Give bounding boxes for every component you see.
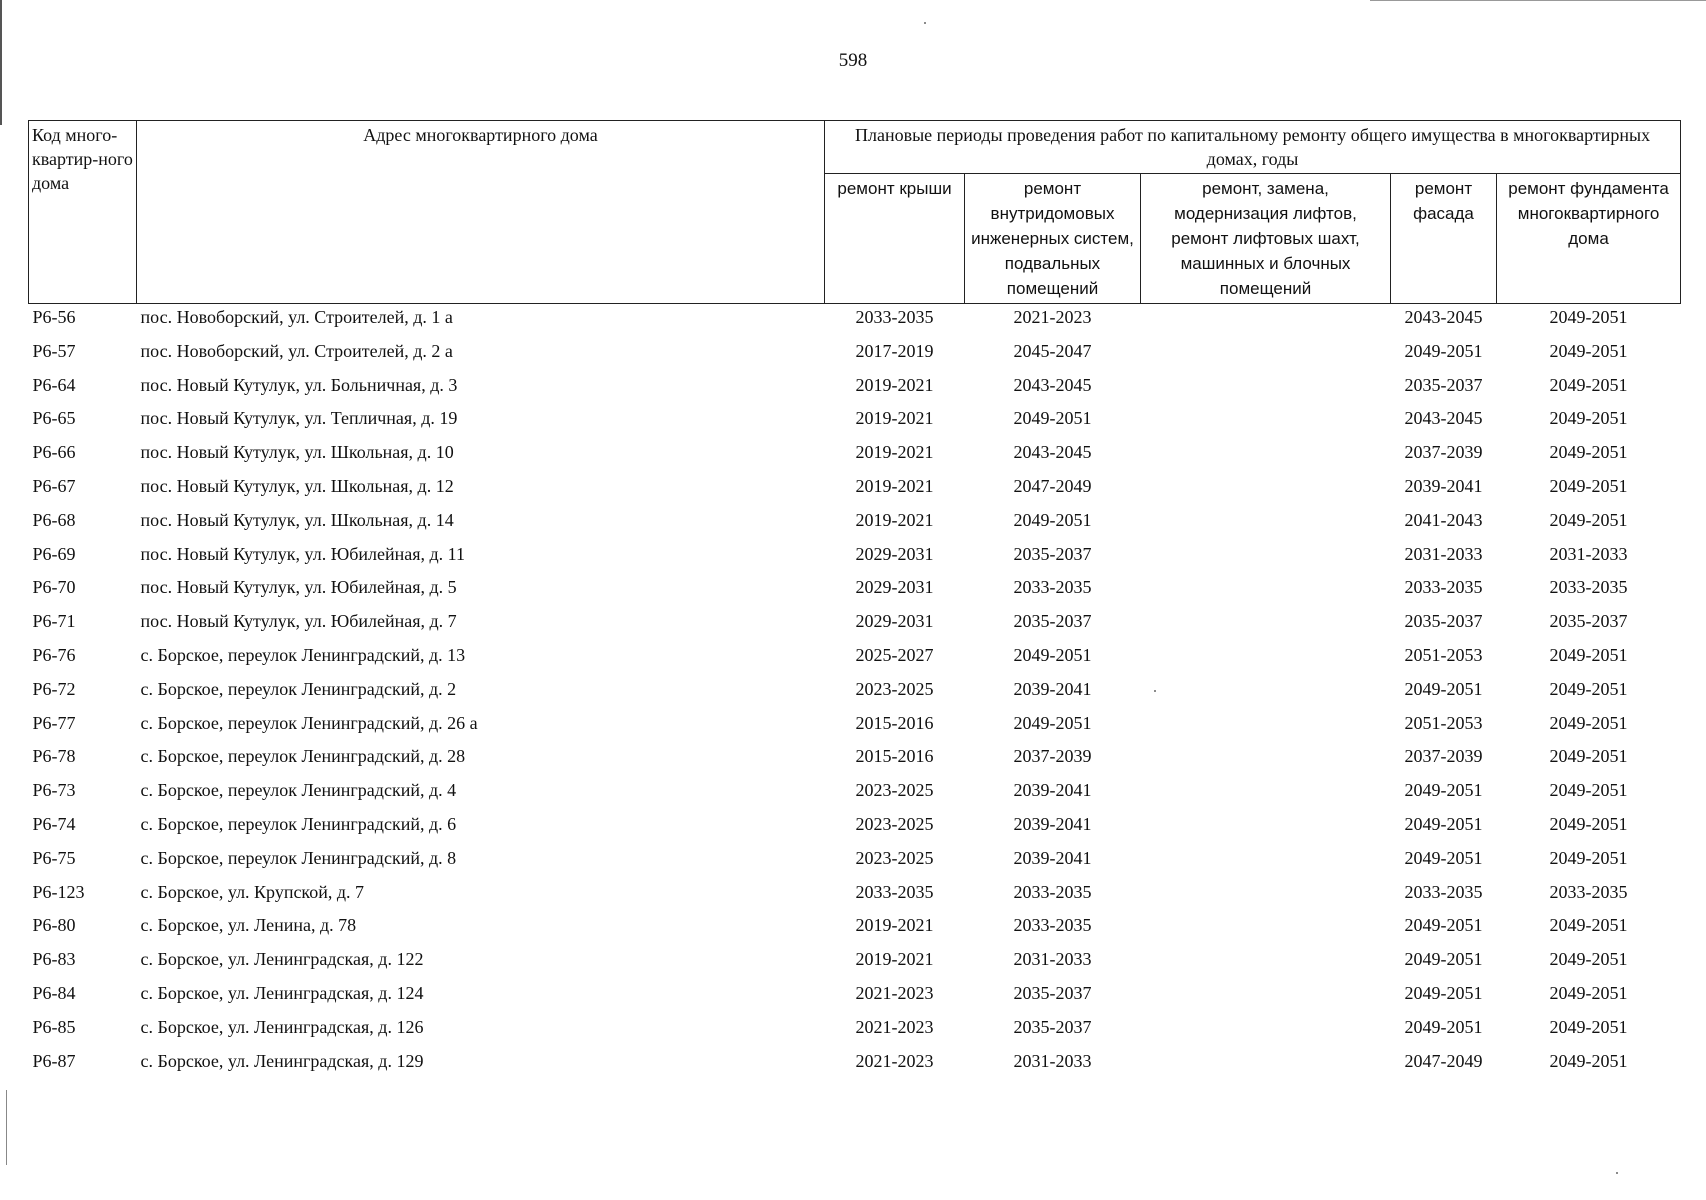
table-row [29,710,1681,744]
header-code: Код много-квартир-ного дома [29,121,137,304]
cell-systems: 2021-2023 [1013,307,1092,327]
cell-foundation: 2049-2051 [1549,982,1628,1003]
cell-roof: 2017-2019 [855,340,934,361]
table-row [29,473,1681,507]
cell-code: Р6-66 [32,442,76,463]
header-roof: ремонт крыши [825,174,965,304]
cell-foundation: 2033-2035 [1549,577,1628,598]
cell-systems: 2049-2051 [1013,644,1092,665]
cell-systems: 2035-2037 [1013,611,1092,632]
cell-address: с. Борское, ул. Ленинградская, д. 122 [140,949,424,970]
table-row [29,642,1681,676]
cell-code: Р6-77 [32,712,76,733]
cell-address: с. Борское, ул. Ленинградская, д. 129 [140,1050,424,1071]
header-facade: ремонт фасада [1391,174,1497,304]
cell-elevators [1141,439,1391,473]
cell-systems: 2049-2051 [1013,712,1092,733]
table-row [29,946,1681,980]
cell-elevators [1141,1014,1391,1048]
cell-facade: 2049-2051 [1404,949,1483,970]
cell-code: Р6-85 [32,1016,76,1037]
cell-systems: 2049-2051 [1013,408,1092,429]
cell-facade: 2049-2051 [1404,1016,1483,1037]
cell-elevators [1141,710,1391,744]
cell-roof: 2015-2016 [855,712,934,733]
cell-code: Р6-76 [32,644,76,665]
cell-elevators [1141,912,1391,946]
cell-roof: 2021-2023 [855,1016,934,1037]
cell-roof: 2025-2027 [855,644,934,665]
cell-code: Р6-69 [32,543,76,564]
cell-roof: 2021-2023 [855,982,934,1003]
table-row [29,439,1681,473]
cell-code: Р6-75 [32,847,76,868]
cell-facade: 2051-2053 [1404,644,1483,665]
cell-elevators [1141,743,1391,777]
cell-address: пос. Новый Кутулук, ул. Юбилейная, д. 11 [140,543,465,564]
cell-roof: 2019-2021 [855,509,934,530]
cell-foundation: 2031-2033 [1549,543,1628,564]
cell-systems: 2033-2035 [1013,881,1092,902]
cell-facade: 2049-2051 [1404,678,1483,699]
cell-roof: 2015-2016 [855,746,934,767]
cell-facade: 2033-2035 [1404,577,1483,598]
cell-foundation: 2049-2051 [1549,442,1628,463]
table-row [29,304,1681,338]
cell-foundation: 2049-2051 [1549,644,1628,665]
cell-elevators [1141,946,1391,980]
cell-facade: 2039-2041 [1404,475,1483,496]
cell-address: пос. Новоборский, ул. Строителей, д. 1 а [140,307,453,327]
cell-address: пос. Новый Кутулук, ул. Школьная, д. 14 [140,509,454,530]
table-row [29,777,1681,811]
cell-roof: 2019-2021 [855,374,934,395]
table-row [29,405,1681,439]
cell-facade: 2035-2037 [1404,374,1483,395]
table-row [29,743,1681,777]
cell-systems: 2031-2033 [1013,1050,1092,1071]
cell-facade: 2031-2033 [1404,543,1483,564]
cell-address: пос. Новый Кутулук, ул. Школьная, д. 10 [140,442,454,463]
cell-systems: 2033-2035 [1013,915,1092,936]
cell-code: Р6-65 [32,408,76,429]
cell-code: Р6-83 [32,949,76,970]
scan-edge-top [1370,0,1706,1]
table-row [29,574,1681,608]
table-row [29,676,1681,710]
cell-systems: 2031-2033 [1013,949,1092,970]
table-row [29,879,1681,913]
cell-systems: 2035-2037 [1013,543,1092,564]
cell-elevators [1141,473,1391,507]
cell-elevators [1141,879,1391,913]
cell-roof: 2033-2035 [855,307,934,327]
cell-systems: 2033-2035 [1013,577,1092,598]
cell-elevators [1141,405,1391,439]
cell-roof: 2023-2025 [855,813,934,834]
header-address: Адрес многоквартирного дома [137,121,825,304]
cell-elevators [1141,811,1391,845]
cell-roof: 2029-2031 [855,577,934,598]
scan-speck [924,22,926,24]
table-row [29,608,1681,642]
table-body [29,304,1681,1082]
cell-code: Р6-123 [32,881,85,902]
cell-facade: 2043-2045 [1404,307,1483,327]
cell-systems: 2035-2037 [1013,982,1092,1003]
cell-address: пос. Новый Кутулук, ул. Школьная, д. 12 [140,475,454,496]
cell-facade: 2035-2037 [1404,611,1483,632]
cell-elevators [1141,845,1391,879]
cell-facade: 2037-2039 [1404,442,1483,463]
cell-systems: 2039-2041 [1013,678,1092,699]
cell-roof: 2019-2021 [855,949,934,970]
cell-roof: 2021-2023 [855,1050,934,1071]
page-number: 598 [838,50,868,71]
cell-code: Р6-87 [32,1050,76,1071]
cell-code: Р6-74 [32,813,76,834]
cell-address: с. Борское, ул. Ленинградская, д. 124 [140,982,424,1003]
cell-address: пос. Новоборский, ул. Строителей, д. 2 а [140,340,453,361]
cell-systems: 2043-2045 [1013,374,1092,395]
cell-foundation: 2049-2051 [1549,949,1628,970]
cell-elevators [1141,304,1391,338]
cell-roof: 2019-2021 [855,408,934,429]
cell-facade: 2037-2039 [1404,746,1483,767]
cell-foundation: 2049-2051 [1549,475,1628,496]
cell-systems: 2047-2049 [1013,475,1092,496]
cell-address: с. Борское, переулок Ленинградский, д. 26 а [140,712,478,733]
cell-systems: 2045-2047 [1013,340,1092,361]
cell-foundation: 2049-2051 [1549,340,1628,361]
cell-facade: 2049-2051 [1404,847,1483,868]
cell-code: Р6-73 [32,780,76,801]
cell-foundation: 2049-2051 [1549,780,1628,801]
cell-systems: 2035-2037 [1013,1016,1092,1037]
cell-address: с. Борское, переулок Ленинградский, д. 6 [140,813,457,834]
cell-facade: 2049-2051 [1404,813,1483,834]
cell-foundation: 2049-2051 [1549,678,1628,699]
cell-roof: 2019-2021 [855,915,934,936]
cell-address: с. Борское, переулок Ленинградский, д. 13 [140,644,466,665]
cell-systems: 2039-2041 [1013,780,1092,801]
table-row [29,1014,1681,1048]
cell-elevators [1141,1048,1391,1082]
cell-roof: 2019-2021 [855,475,934,496]
cell-elevators [1141,676,1391,710]
table-row [29,338,1681,372]
cell-foundation: 2049-2051 [1549,712,1628,733]
cell-address: с. Борское, переулок Ленинградский, д. 2 [140,678,457,699]
cell-foundation: 2049-2051 [1549,307,1628,327]
cell-foundation: 2033-2035 [1549,881,1628,902]
cell-code: Р6-78 [32,746,76,767]
cell-foundation: 2049-2051 [1549,847,1628,868]
cell-elevators [1141,642,1391,676]
cell-facade: 2049-2051 [1404,982,1483,1003]
cell-foundation: 2049-2051 [1549,509,1628,530]
cell-facade: 2049-2051 [1404,340,1483,361]
table-row [29,507,1681,541]
cell-roof: 2023-2025 [855,678,934,699]
capital-repair-schedule-table [28,120,1681,1081]
cell-foundation: 2049-2051 [1549,374,1628,395]
cell-elevators [1141,507,1391,541]
scan-speck [1616,1172,1618,1174]
cell-code: Р6-84 [32,982,76,1003]
cell-roof: 2029-2031 [855,611,934,632]
cell-code: Р6-68 [32,509,76,530]
cell-facade: 2049-2051 [1404,780,1483,801]
cell-facade: 2047-2049 [1404,1050,1483,1071]
scan-edge-left-lower [6,1090,7,1165]
cell-code: Р6-57 [32,340,76,361]
cell-facade: 2033-2035 [1404,881,1483,902]
cell-foundation: 2049-2051 [1549,1016,1628,1037]
table-row [29,845,1681,879]
header-planned-periods: Плановые периоды проведения работ по капитальному ремонту общего имущества в многоквартирных домах, годы [825,121,1681,174]
cell-systems: 2039-2041 [1013,847,1092,868]
cell-address: пос. Новый Кутулук, ул. Тепличная, д. 19 [140,408,458,429]
cell-elevators [1141,980,1391,1014]
cell-facade: 2049-2051 [1404,915,1483,936]
cell-code: Р6-56 [32,307,76,327]
cell-facade: 2041-2043 [1404,509,1483,530]
cell-address: с. Борское, переулок Ленинградский, д. 8 [140,847,457,868]
cell-elevators [1141,574,1391,608]
cell-address: пос. Новый Кутулук, ул. Юбилейная, д. 7 [140,611,457,632]
cell-foundation: 2049-2051 [1549,746,1628,767]
cell-elevators [1141,608,1391,642]
cell-address: пос. Новый Кутулук, ул. Больничная, д. 3 [140,374,458,395]
cell-foundation: 2049-2051 [1549,1050,1628,1071]
cell-foundation: 2035-2037 [1549,611,1628,632]
header-foundation: ремонт фундамента многоквартирного дома [1497,174,1681,304]
cell-roof: 2029-2031 [855,543,934,564]
cell-elevators [1141,338,1391,372]
cell-address: пос. Новый Кутулук, ул. Юбилейная, д. 5 [140,577,457,598]
cell-foundation: 2049-2051 [1549,915,1628,936]
table-row [29,1048,1681,1082]
cell-code: Р6-70 [32,577,76,598]
table-row [29,811,1681,845]
cell-address: с. Борское, ул. Ленинградская, д. 126 [140,1016,424,1037]
cell-roof: 2023-2025 [855,847,934,868]
cell-code: Р6-72 [32,678,76,699]
header-elevators: ремонт, замена, модернизация лифтов, ремонт лифтовых шахт, машинных и блочных помещений [1141,174,1391,304]
cell-code: Р6-80 [32,915,76,936]
table-row [29,912,1681,946]
cell-elevators [1141,777,1391,811]
cell-facade: 2043-2045 [1404,408,1483,429]
cell-facade: 2051-2053 [1404,712,1483,733]
table-row [29,980,1681,1014]
cell-roof: 2019-2021 [855,442,934,463]
table-row [29,541,1681,575]
cell-code: Р6-67 [32,475,76,496]
cell-address: с. Борское, ул. Крупской, д. 7 [140,881,365,902]
cell-address: с. Борское, переулок Ленинградский, д. 4 [140,780,457,801]
cell-roof: 2033-2035 [855,881,934,902]
cell-systems: 2049-2051 [1013,509,1092,530]
cell-code: Р6-71 [32,611,76,632]
cell-roof: 2023-2025 [855,780,934,801]
cell-foundation: 2049-2051 [1549,813,1628,834]
cell-address: с. Борское, переулок Ленинградский, д. 28 [140,746,466,767]
cell-systems: 2037-2039 [1013,746,1092,767]
cell-systems: 2039-2041 [1013,813,1092,834]
cell-elevators [1141,541,1391,575]
cell-systems: 2043-2045 [1013,442,1092,463]
cell-elevators [1141,372,1391,406]
cell-foundation: 2049-2051 [1549,408,1628,429]
cell-address: с. Борское, ул. Ленина, д. 78 [140,915,357,936]
header-systems: ремонт внутридомовых инженерных систем, подвальных помещений [965,174,1141,304]
table-row [29,372,1681,406]
cell-code: Р6-64 [32,374,76,395]
